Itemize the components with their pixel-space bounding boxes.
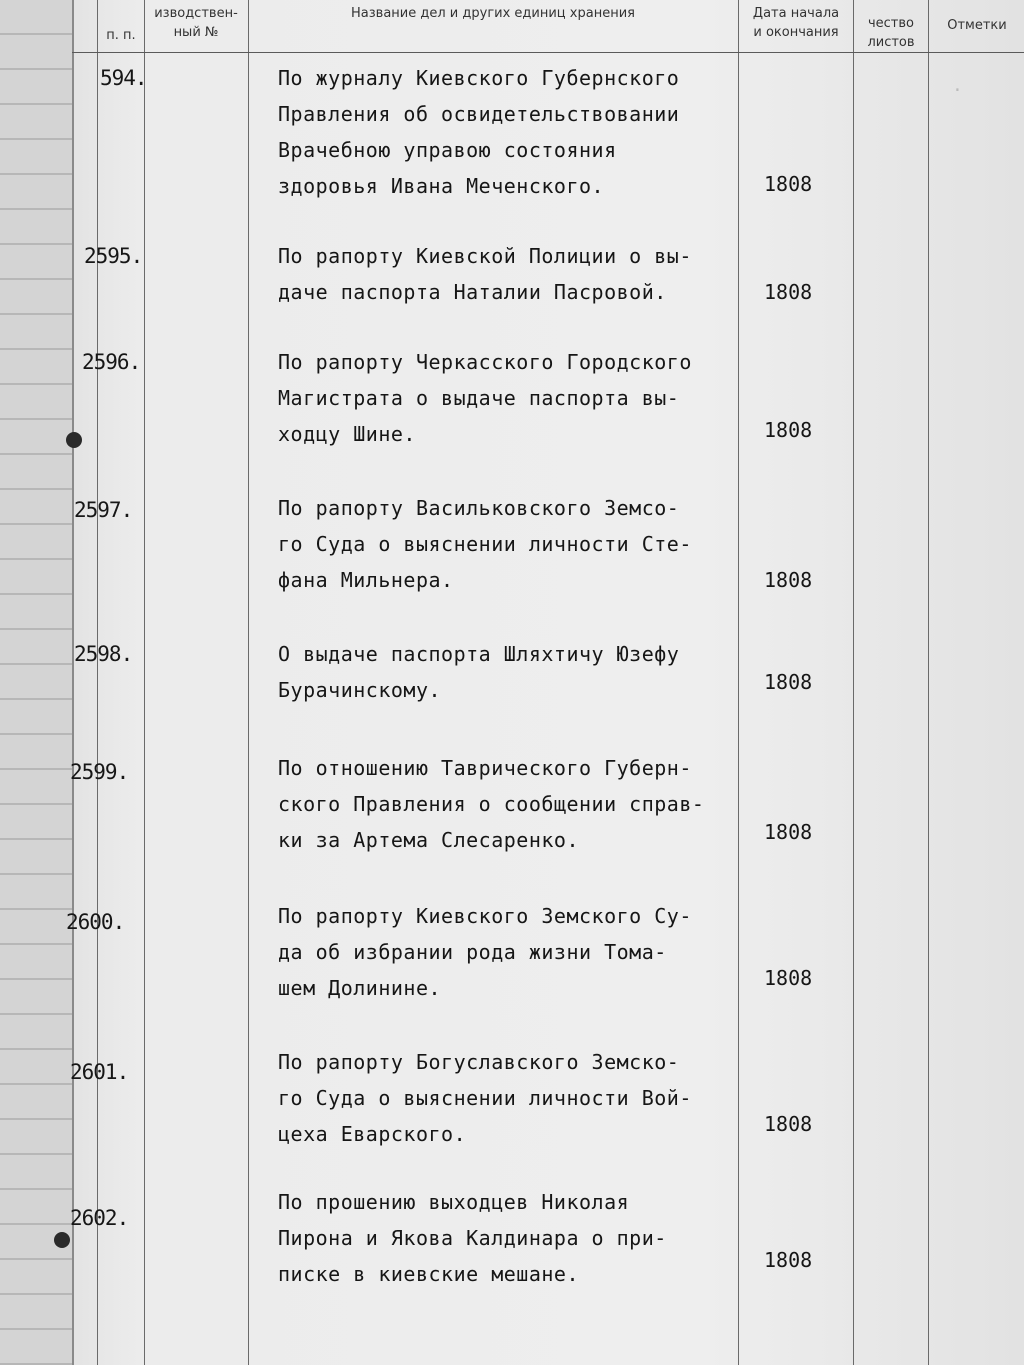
title-line: По рапорту Киевской Полиции о вы- [278,244,692,268]
column-rule [144,0,145,1365]
header-prod: изводствен- ный № [154,6,238,40]
record-year: 1808 [764,280,813,304]
record-year: 1808 [764,1248,813,1272]
title-line: шем Долинине. [278,976,442,1000]
header-rule [72,52,1024,53]
record-title [278,898,738,1006]
header-count: чество листов [867,16,915,50]
record-year: 1808 [764,568,813,592]
record-title [278,238,738,310]
record-year: 1808 [764,820,813,844]
record-title [278,344,738,452]
title-line: Пирона и Якова Калдинара о при- [278,1226,667,1250]
title-line: По отношению Таврического Губерн- [278,756,692,780]
title-line: По рапорту Богуславского Земско- [278,1050,680,1074]
header-name: Название дел и других единиц хранения [351,6,635,21]
title-line: По журналу Киевского Губернского [278,66,680,90]
record-number: 2599. [70,760,129,784]
title-line: По прошению выходцев Николая [278,1190,630,1214]
title-line: фана Мильнера. [278,568,454,592]
record-title [278,490,738,598]
column-rule [928,0,929,1365]
title-line: Бурачинскому. [278,678,442,702]
header-num: п. п. [106,28,136,43]
title-line: здоровья Ивана Меченского. [278,174,605,198]
header-date: Дата начала и окончания [752,6,840,40]
record-number: 2600. [66,910,125,934]
record-number: 2601. [70,1060,129,1084]
record-title [278,1044,738,1152]
title-line: По рапорту Киевского Земского Су- [278,904,692,928]
header-marks: Отметки [947,18,1007,33]
record-year: 1808 [764,172,813,196]
title-line: По рапорту Черкасского Городского [278,350,692,374]
record-title [278,636,738,708]
page-stack-margin [0,0,74,1365]
record-number: 2597. [74,498,133,522]
binding-hole [54,1232,70,1248]
record-number: 2602. [70,1206,129,1230]
record-title [278,60,738,204]
title-line: По рапорту Васильковского Земсо- [278,496,680,520]
title-line: да об избрании рода жизни Тома- [278,940,667,964]
title-line: Правления об освидетельствовании [278,102,680,126]
record-year: 1808 [764,966,813,990]
record-number: 2598. [74,642,133,666]
record-title [278,1184,738,1292]
record-number: 594. [100,66,147,90]
column-rule [853,0,854,1365]
column-rule [738,0,739,1365]
column-rule [97,0,98,1365]
record-year: 1808 [764,418,813,442]
title-line: цеха Еварского. [278,1122,467,1146]
title-line: писке в киевские мешане. [278,1262,579,1286]
title-line: го Суда о выяснении личности Вой- [278,1086,692,1110]
title-line: О выдаче паспорта Шляхтичу Юзефу [278,642,680,666]
record-title [278,750,738,858]
title-line: ки за Артема Слесаренко. [278,828,579,852]
title-line: даче паспорта Наталии Пасровой. [278,280,667,304]
record-number: 2595. [84,244,143,268]
title-line: ского Правления о сообщении справ- [278,792,705,816]
title-line: Магистрата о выдаче паспорта вы- [278,386,680,410]
record-year: 1808 [764,1112,813,1136]
title-line: го Суда о выяснении личности Сте- [278,532,692,556]
binding-hole [66,432,82,448]
record-year: 1808 [764,670,813,694]
record-number: 2596. [82,350,141,374]
bleed-mark: · [952,80,963,101]
column-rule [248,0,249,1365]
title-line: ходцу Шине. [278,422,416,446]
title-line: Врачебною управою состояния [278,138,617,162]
